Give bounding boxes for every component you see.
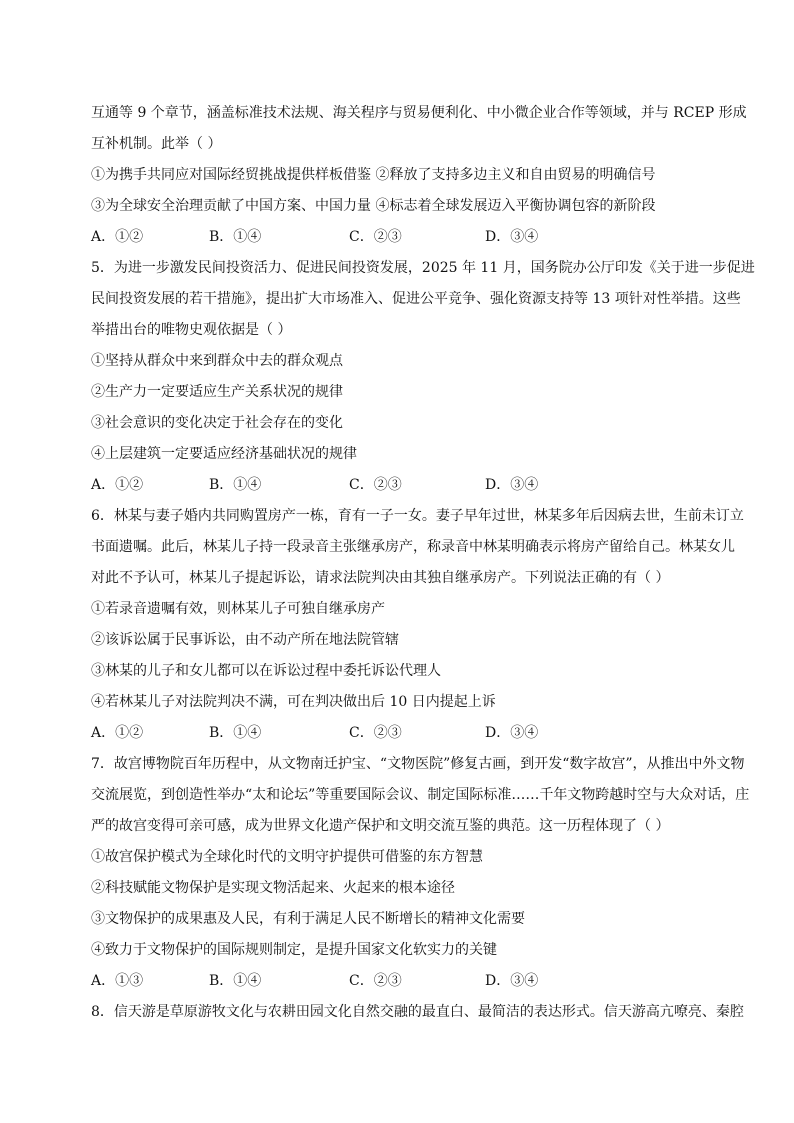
q4-statement-34: ③为全球安全治理贡献了中国方案、中国力量 ④标志着全球发展迈入平衡协调包容的新阶段	[91, 198, 656, 214]
q4-stem-line-1: 互通等 9 个章节，涵盖标准技术法规、海关程序与贸易便利化、中小微企业合作等领域，并与 RCEP 形成	[91, 105, 747, 121]
q6-statement-1: ①若录音遗嘱有效，则林某儿子可独自继承房产	[91, 601, 385, 617]
q7-statement-4: ④致力于文物保护的国际规则制定，是提升国家文化软实力的关键	[91, 942, 497, 958]
q4-option-c[interactable]: C．②③	[349, 229, 402, 245]
q6-option-d[interactable]: D．③④	[485, 725, 539, 741]
q5-stem-line-2: 民间投资发展的若干措施》，提出扩大市场准入、促进公平竞争、强化资源支持等 13 项针对性举措。这些	[91, 291, 741, 307]
q7-statement-3: ③文物保护的成果惠及人民，有利于满足人民不断增长的精神文化需要	[91, 911, 525, 927]
q6-option-b[interactable]: B．①④	[209, 725, 262, 741]
q6-stem-line-3: 对此不予认可，林某儿子提起诉讼，请求法院判决由其独自继承房产。下列说法正确的有（ ）	[91, 570, 670, 586]
q4-statement-12: ①为携手共同应对国际经贸挑战提供样板借鉴 ②释放了支持多边主义和自由贸易的明确信号	[91, 167, 656, 183]
q6-statement-2: ②该诉讼属于民事诉讼，由不动产所在地法院管辖	[91, 632, 399, 648]
q7-option-a[interactable]: A．①③	[91, 973, 144, 989]
q7-statement-1: ①故宫保护模式为全球化时代的文明守护提供可借鉴的东方智慧	[91, 849, 483, 865]
q6-statement-4: ④若林某儿子对法院判决不满，可在判决做出后 10 日内提起上诉	[91, 694, 496, 710]
q7-option-b[interactable]: B．①④	[209, 973, 262, 989]
q5-stem-line-1: 5．为进一步激发民间投资活力、促进民间投资发展，2025 年 11 月，国务院办公厅印发《关于进一步促进	[91, 260, 755, 276]
q5-option-a[interactable]: A．①②	[91, 477, 144, 493]
q6-option-a[interactable]: A．①②	[91, 725, 144, 741]
q7-option-c[interactable]: C．②③	[349, 973, 402, 989]
q7-stem-line-3: 严的故宫变得可亲可感，成为世界文化遗产保护和文明交流互鉴的典范。这一历程体现了（ ）	[91, 818, 670, 834]
q5-statement-4: ④上层建筑一定要适应经济基础状况的规律	[91, 446, 357, 462]
q5-option-c[interactable]: C．②③	[349, 477, 402, 493]
q6-option-c[interactable]: C．②③	[349, 725, 402, 741]
q4-option-d[interactable]: D．③④	[485, 229, 539, 245]
q5-statement-3: ③社会意识的变化决定于社会存在的变化	[91, 415, 343, 431]
q6-statement-3: ③林某的儿子和女儿都可以在诉讼过程中委托诉讼代理人	[91, 663, 441, 679]
q5-option-d[interactable]: D．③④	[485, 477, 539, 493]
q5-option-b[interactable]: B．①④	[209, 477, 262, 493]
q6-stem-line-1: 6．林某与妻子婚内共同购置房产一栋，育有一子一女。妻子早年过世，林某多年后因病去世，生前未订立	[91, 508, 744, 524]
q7-stem-line-2: 交流展览，到创造性举办“太和论坛”等重要国际会议、制定国际标准……千年文物跨越时空与大众对话，庄	[91, 787, 750, 803]
q6-stem-line-2: 书面遗嘱。此后，林某儿子持一段录音主张继承房产，称录音中林某明确表示将房产留给自己。林某女儿	[91, 539, 735, 555]
q7-stem-line-1: 7．故宫博物院百年历程中，从文物南迁护宝、“文物医院”修复古画，到开发“数字故宫”，从推出中外文物	[91, 756, 745, 772]
q5-statement-1: ①坚持从群众中来到群众中去的群众观点	[91, 353, 343, 369]
q8-stem-line-1: 8．信天游是草原游牧文化与农耕田园文化自然交融的最直白、最简洁的表达形式。信天游高亢嘹亮、秦腔	[91, 1004, 744, 1020]
q7-option-d[interactable]: D．③④	[485, 973, 539, 989]
q5-stem-line-3: 举措出台的唯物史观依据是（ ）	[91, 322, 292, 338]
q4-option-a[interactable]: A．①②	[91, 229, 144, 245]
q5-statement-2: ②生产力一定要适应生产关系状况的规律	[91, 384, 343, 400]
q4-stem-line-2: 互补机制。此举（ ）	[91, 136, 222, 152]
q7-statement-2: ②科技赋能文物保护是实现文物活起来、火起来的根本途径	[91, 880, 455, 896]
q4-option-b[interactable]: B．①④	[209, 229, 262, 245]
